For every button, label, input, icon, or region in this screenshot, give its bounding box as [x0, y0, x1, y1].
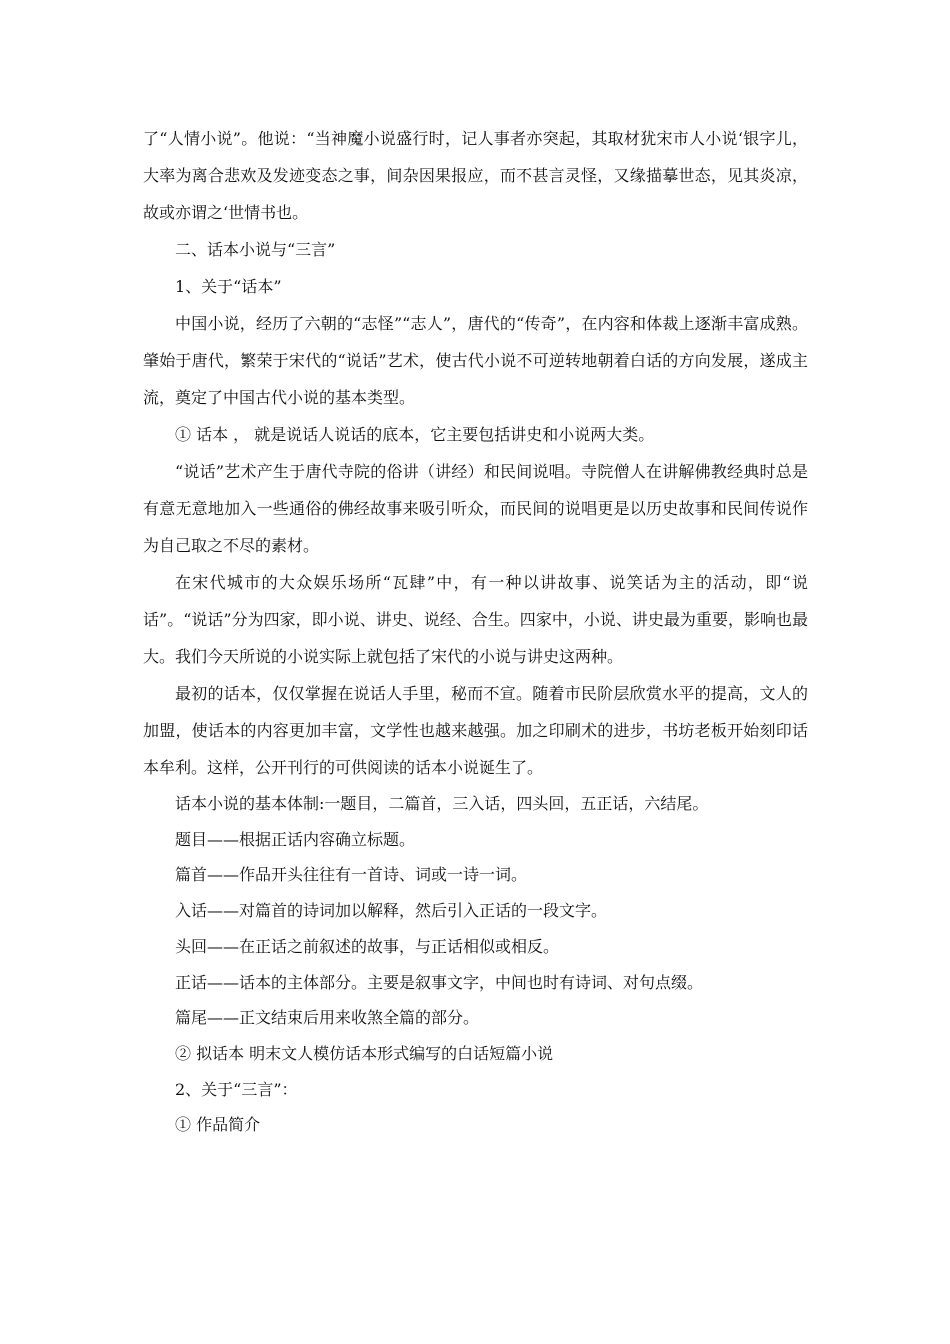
line-zhenghua: 正话——话本的主体部分。主要是叙事文字，中间也时有诗词、对句点缀。: [175, 972, 704, 992]
line-work-intro: ① 作品简介: [175, 1115, 261, 1135]
line-timu: 题目——根据正话内容确立标题。: [175, 829, 416, 849]
subheading-about-sanyan: 2、关于“三言”：: [175, 1079, 298, 1099]
paragraph-shuohua-origin: “说话”艺术产生于唐代寺院的俗讲（讲经）和民间说唱。寺院僧人在讲解佛教经典时总是有意无意地加入一些通俗的佛经故事来吸引听众，而民间的说唱更是以历史故事和民间传说作为自己取之不尽的素材。: [143, 462, 808, 555]
paragraph-chinese-novel-history: 中国小说，经历了六朝的“志怪”“志人”，唐代的“传奇”，在内容和体裁上逐渐丰富成熟。肇始于唐代，繁荣于宋代的“说话”艺术，使古代小说不可逆转地朝着白话的方向发展，遂成主流，奠定了中国古代小说的基本类型。: [143, 314, 808, 407]
line-huaben-structure: 话本小说的基本体制:一题目，二篇首，三入话，四头回，五正话，六结尾。: [175, 794, 709, 813]
line-ruhua: 入话——对篇首的诗词加以解释，然后引入正话的一段文字。: [175, 901, 608, 921]
line-pianwei: 篇尾——正文结束后用来收煞全篇的部分。: [175, 1008, 480, 1028]
paragraph-early-huaben: 最初的话本，仅仅掌握在说话人手里，秘而不宣。随着市民阶层欣赏水平的提高，文人的加盟，使话本的内容更加丰富，文学性也越来越强。加之印刷术的进步，书坊老板开始刻印话本牟利。这样，公开刊行的可供阅读的话本小说诞生了。: [143, 684, 808, 777]
paragraph-song-washi: 在宋代城市的大众娱乐场所“瓦肆”中，有一种以讲故事、说笑话为主的活动，即“说话”。“说话”分为四家，即小说、讲史、说经、合生。四家中，小说、讲史最为重要，影响也最大。我们今天所说的小说实际上就包括了宋代的小说与讲史这两种。: [143, 573, 808, 666]
line-pianshou: 篇首——作品开头往往有一首诗、词或一诗一词。: [175, 865, 528, 885]
paragraph-huaben-definition: ① 话本 ， 就是说话人说话的底本，它主要包括讲史和小说两大类。: [175, 425, 655, 444]
line-ni-huaben: ② 拟话本 明末文人模仿话本形式编写的白话短篇小说: [175, 1043, 554, 1063]
line-touhui: 头回——在正话之前叙述的故事，与正话相似或相反。: [175, 936, 560, 956]
paragraph-renqing-novel: 了“人情小说”。他说：“当神魔小说盛行时，记人事者亦突起，其取材犹宋市人小说‘银字儿，大率为离合悲欢及发迹变态之事，间杂因果报应，而不甚言灵怪，又缘描摹世态，见其炎凉，故或亦谓之‘世情书也。: [143, 129, 808, 222]
subheading-about-huaben: 1、关于“话本”: [175, 277, 282, 296]
section-heading-huaben-sanyan: 二、话本小说与“三言”: [175, 240, 336, 259]
document-body: [143, 120, 808, 1143]
